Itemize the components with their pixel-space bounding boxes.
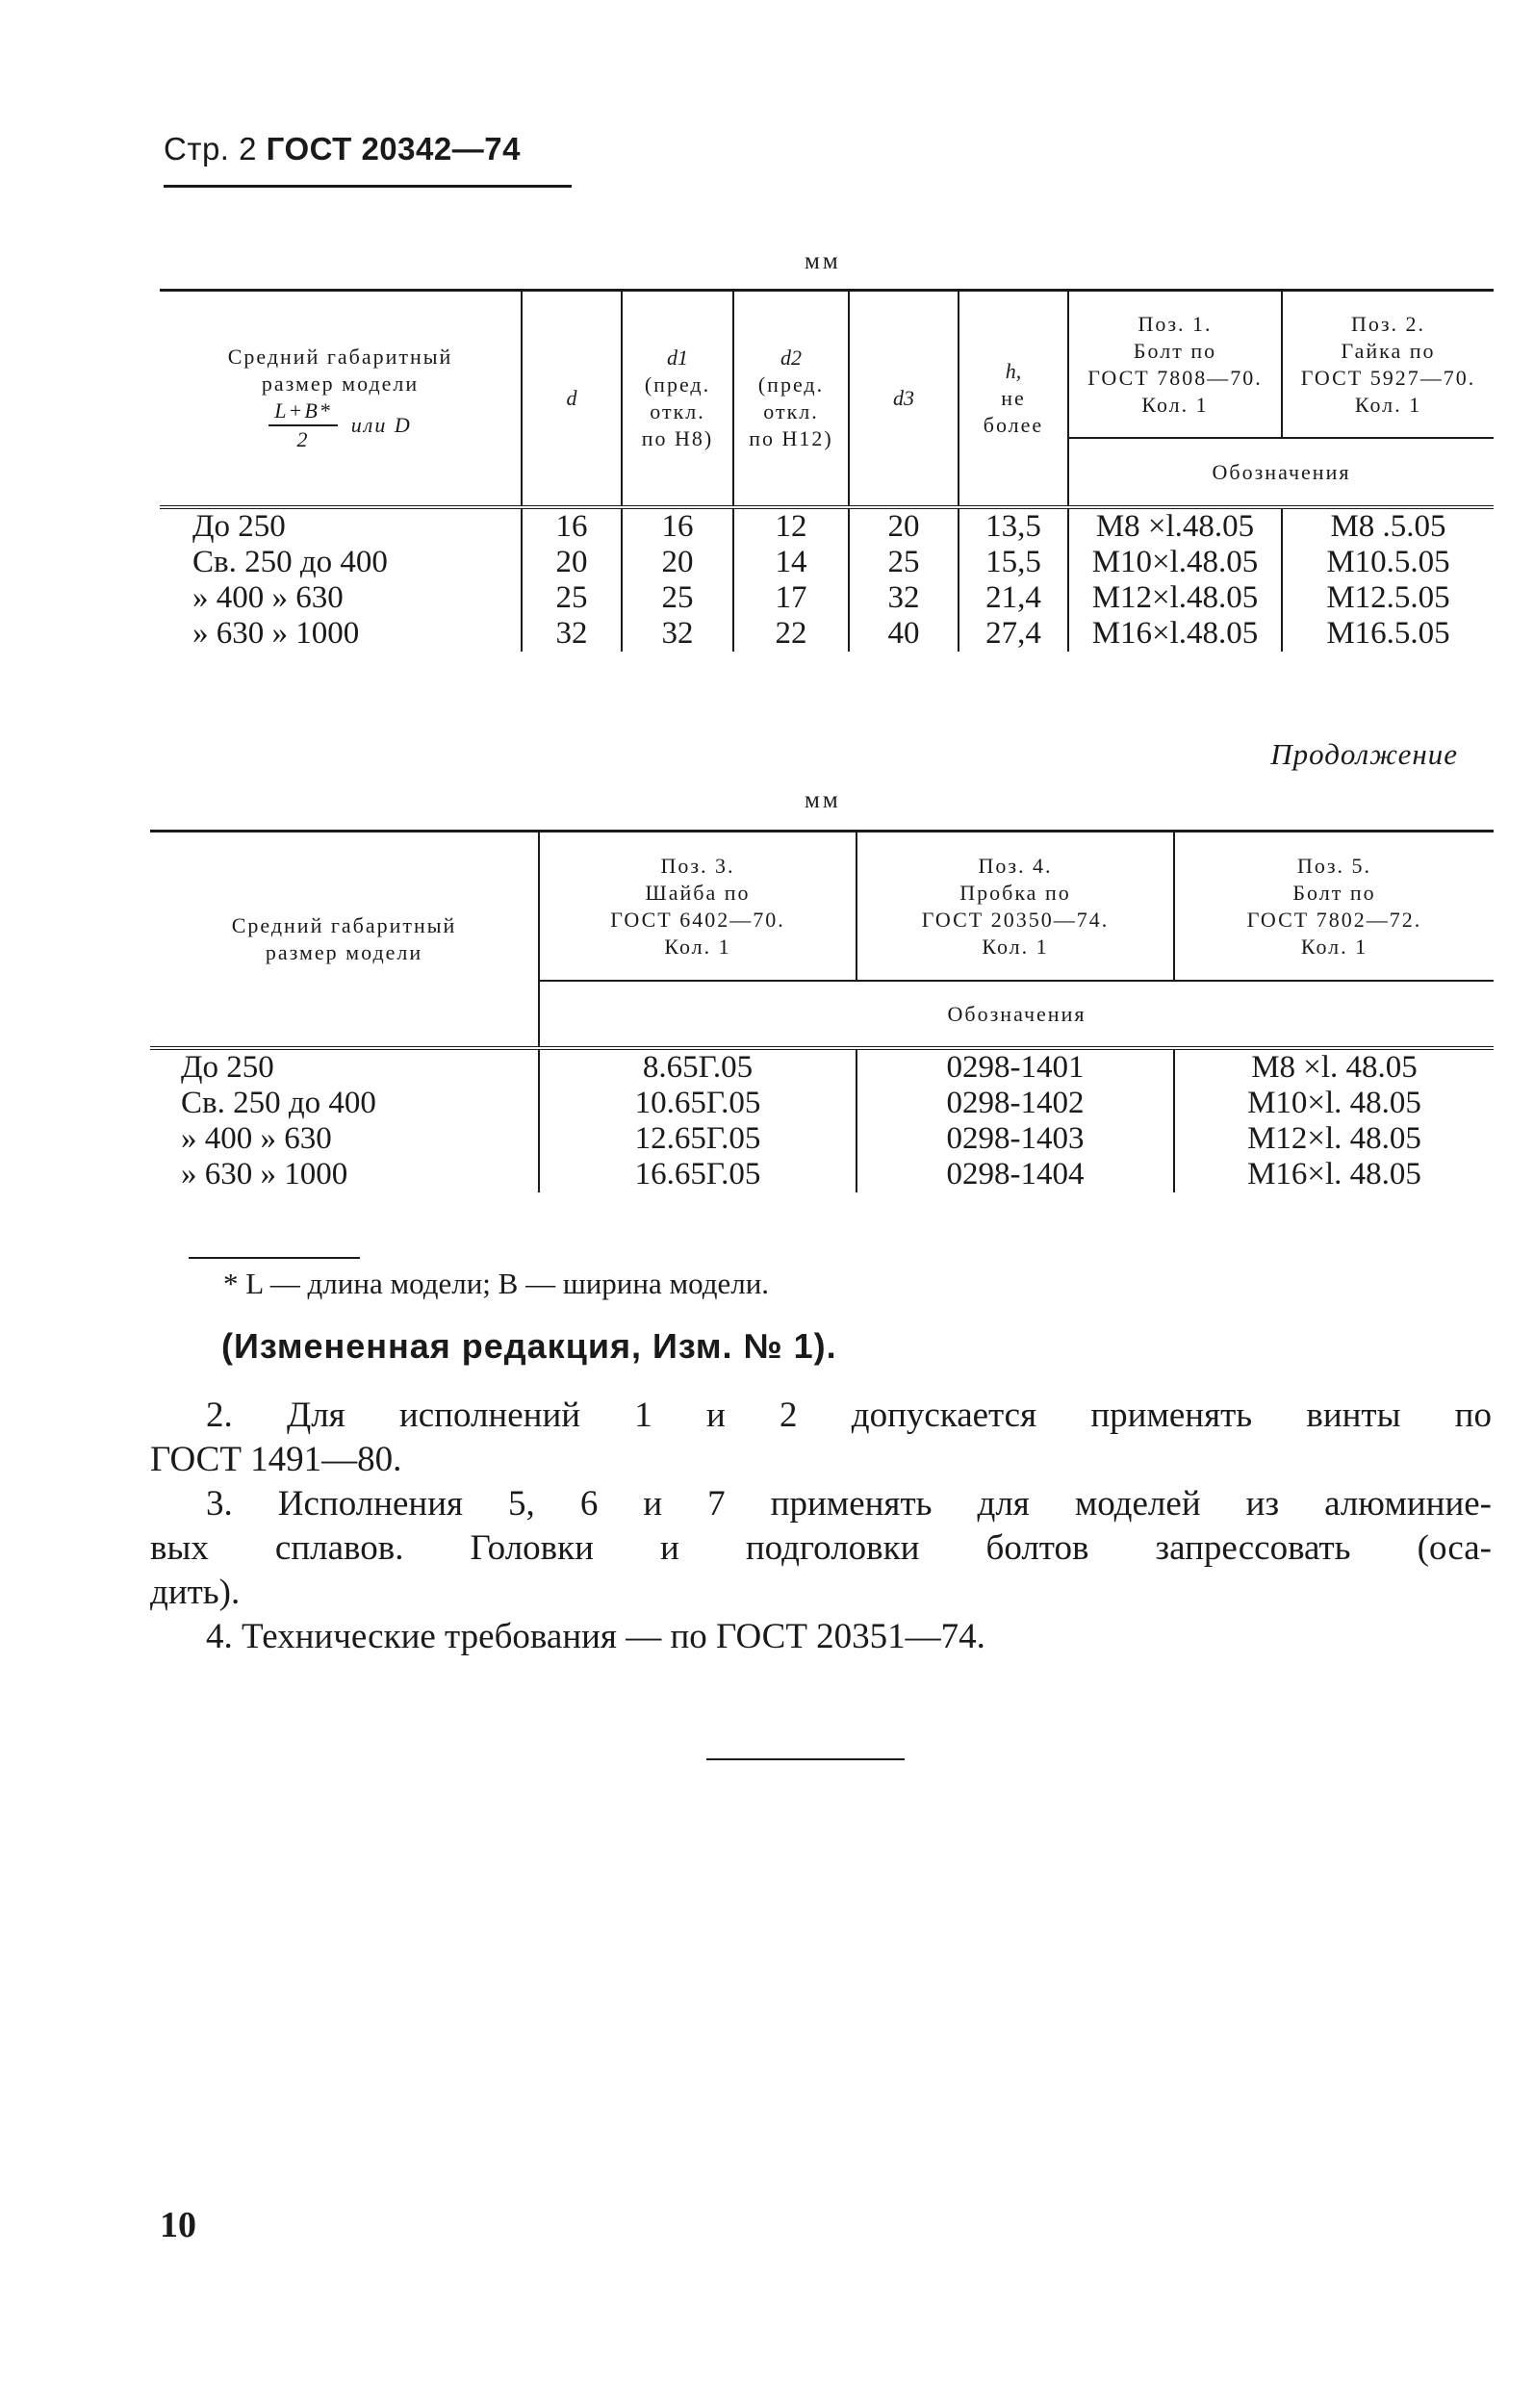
- table2-size-column: До 250 Св. 250 до 400 » 400 » 630 » 630 » 1000: [181, 1050, 376, 1191]
- table1-size-column: До 250 Св. 250 до 400 » 400 » 630 » 630 » 1000: [192, 509, 388, 651]
- table1-header-d: d: [522, 291, 622, 508]
- paragraph-3-line-3: дить).: [150, 1573, 241, 1612]
- paragraph-3-line-1: 3. Исполнения 5, 6 и 7 применять для моделей из алюминие-: [206, 1484, 1492, 1524]
- footnote: * L — длина модели; B — ширина модели.: [223, 1267, 770, 1300]
- formula-or: или D: [350, 413, 412, 437]
- table1-d-column: 16 20 25 32: [522, 507, 622, 652]
- table1: [160, 289, 1494, 652]
- table2-header-pos4: Поз. 4. Пробка по ГОСТ 20350—74. Кол. 1: [856, 832, 1174, 982]
- paragraph-4: 4. Технические требования — по ГОСТ 20351—74.: [206, 1617, 985, 1656]
- table2-header-designations: Обозначения: [539, 981, 1494, 1048]
- end-rule: [706, 1758, 905, 1760]
- table2: [150, 830, 1494, 1192]
- table1-d3-column: 20 25 32 40: [849, 507, 959, 652]
- table2-pos4-column: 0298-1401 0298-1402 0298-1403 0298-1404: [856, 1048, 1174, 1192]
- table1-d2-column: 12 14 17 22: [733, 507, 849, 652]
- table1-header-h: h, не более: [959, 291, 1068, 508]
- page-header: [164, 131, 521, 167]
- table2-unit: мм: [805, 787, 841, 813]
- paragraph-3-line-2: вых сплавов. Головки и подголовки болтов запрессовать (оса-: [150, 1528, 1492, 1568]
- table2-header-size: Средний габаритный размер модели: [150, 832, 539, 1049]
- page-label: Стр. 2: [164, 131, 257, 167]
- formula-numerator: L+B*: [268, 397, 338, 426]
- table1-header-d1: d1 (пред. откл. по H8): [622, 291, 733, 508]
- table1-d1-column: 16 20 25 32: [622, 507, 733, 652]
- table1-header-size: Средний габаритный размер модели $\frac{L+B*}{2}$ или D: [160, 291, 522, 508]
- table1-pos2-column: М8 .5.05 М10.5.05 М12.5.05 М16.5.05: [1282, 507, 1494, 652]
- header-rule: [164, 185, 572, 188]
- standard-number: ГОСТ 20342—74: [266, 131, 521, 167]
- table1-header-designations: Обозначения: [1068, 438, 1494, 507]
- paragraph-2-line-1: 2. Для исполнений 1 и 2 допускается применять винты по: [206, 1396, 1492, 1435]
- table2-body: [150, 1048, 1494, 1192]
- table1-header-pos2: Поз. 2. Гайка по ГОСТ 5927—70. Кол. 1: [1282, 291, 1494, 439]
- table1-pos1-column: М8 ×l.48.05 М10×l.48.05 М12×l.48.05 М16×l.48.05: [1068, 507, 1282, 652]
- table2-header-pos5: Поз. 5. Болт по ГОСТ 7802—72. Кол. 1: [1174, 832, 1494, 982]
- table2-pos3-column: 8.65Г.05 10.65Г.05 12.65Г.05 16.65Г.05: [539, 1048, 856, 1192]
- edition-note: (Измененная редакция, Изм. № 1).: [221, 1326, 837, 1366]
- table1-h-column: 13,5 15,5 21,4 27,4: [959, 507, 1068, 652]
- table2-pos5-column: М8 ×l. 48.05 М10×l. 48.05 М12×l. 48.05 М16×l. 48.05: [1174, 1048, 1494, 1192]
- page-number: 10: [160, 2205, 196, 2245]
- formula-denominator: 2: [296, 427, 310, 451]
- table1-header-pos1: Поз. 1. Болт по ГОСТ 7808—70. Кол. 1: [1068, 291, 1282, 439]
- paragraph-2-line-2: ГОСТ 1491—80.: [150, 1440, 402, 1479]
- table1-header-d2: d2 (пред. откл. по H12): [733, 291, 849, 508]
- table1-header-d3: d3: [849, 291, 959, 508]
- size-formula: [160, 397, 521, 453]
- continuation-title: Продолжение: [1270, 737, 1458, 771]
- table1-unit: мм: [805, 248, 841, 274]
- footnote-rule: [189, 1257, 360, 1259]
- table2-header-pos3: Поз. 3. Шайба по ГОСТ 6402—70. Кол. 1: [539, 832, 856, 982]
- table1-body: [160, 507, 1494, 652]
